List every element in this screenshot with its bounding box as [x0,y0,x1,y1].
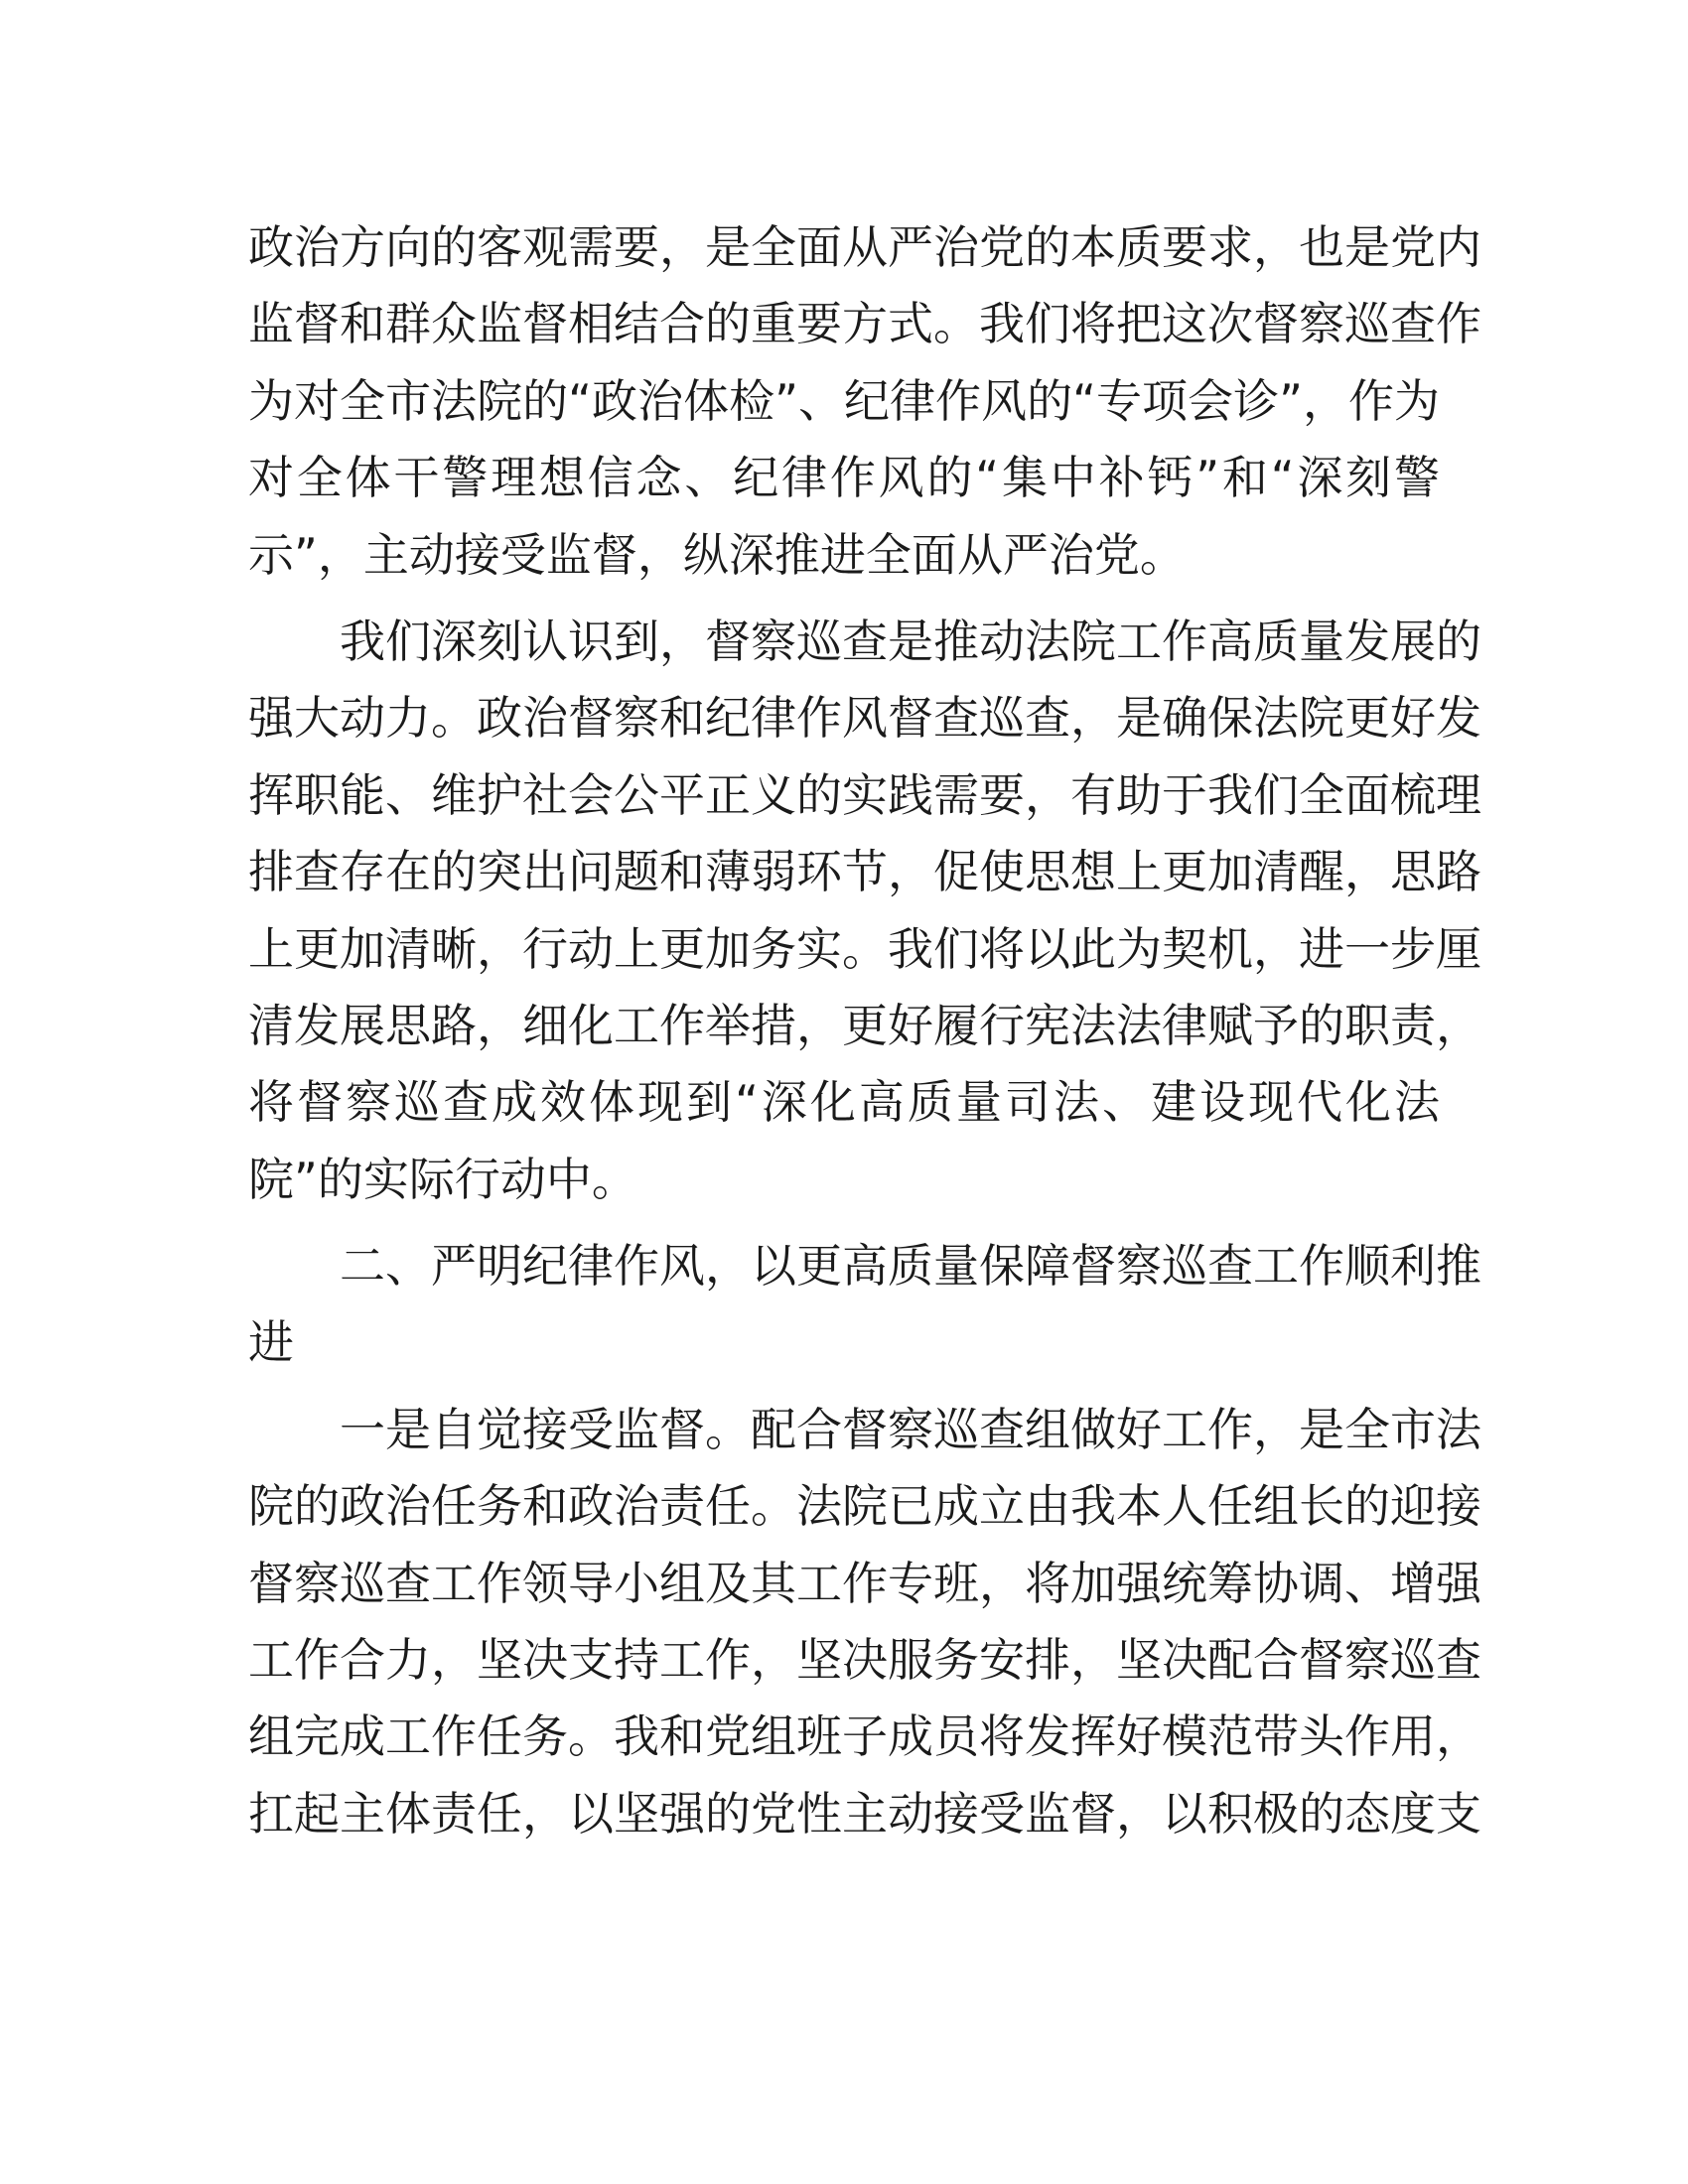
text-line: 扛起主体责任，以坚强的党性主动接受监督，以积极的态度支 [248,1786,1481,1841]
document-body [248,209,1481,1852]
paragraph-gap [248,1218,1440,1228]
text-line: 组完成工作任务。我和党组班子成员将发挥好模范带头作用， [248,1709,1481,1764]
text-line: 强大动力。政治督察和纪律作风督查巡查，是确保法院更好发 [248,691,1481,746]
text-line: 政治方向的客观需要，是全面从严治党的本质要求，也是党内 [248,220,1481,274]
text-line: 示”，主动接受监督，纵深推进全面从严治党。 [248,527,1186,582]
paragraph-gap [248,594,1440,604]
paragraph-gap [248,1382,1440,1392]
text-line: 将督察巡查成效体现到“深化高质量司法、建设现代化法 [248,1075,1440,1130]
text-line: 上更加清晰，行动上更加务实。我们将以此为契机，进一步厘 [248,921,1481,976]
heading-line: 进 [248,1315,294,1370]
heading-line: 二、严明纪律作风，以更高质量保障督察巡查工作顺利推 [248,1239,1481,1294]
text-line: 排查存在的突出问题和薄弱环节，促使思想上更加清醒，思路 [248,845,1481,899]
text-line: 对全体干警理想信念、纪律作风的“集中补钙”和“深刻警 [248,451,1440,505]
text-line: 监督和群众监督相结合的重要方式。我们将把这次督察巡查作 [248,297,1481,351]
paragraph-1 [248,209,1481,594]
text-line: 工作合力，坚决支持工作，坚决服务安排，坚决配合督察巡查 [248,1633,1481,1688]
text-line: 院的政治任务和政治责任。法院已成立由我本人任组长的迎接 [248,1479,1481,1534]
text-line: 挥职能、维护社会公平正义的实践需要，有助于我们全面梳理 [248,767,1481,822]
section-heading [248,1228,1481,1382]
text-line: 一是自觉接受监督。配合督察巡查组做好工作，是全市法 [248,1402,1481,1456]
text-line: 为对全市法院的“政治体检”、纪律作风的“专项会诊”，作为 [248,373,1440,428]
paragraph-2 [248,604,1481,1218]
text-line: 院”的实际行动中。 [248,1152,637,1206]
text-line: 清发展思路，细化工作举措，更好履行宪法法律赋予的职责， [248,998,1481,1052]
paragraph-3 [248,1392,1481,1852]
text-line: 督察巡查工作领导小组及其工作专班，将加强统筹协调、增强 [248,1556,1481,1610]
text-line: 我们深刻认识到，督察巡查是推动法院工作高质量发展的 [248,614,1481,668]
